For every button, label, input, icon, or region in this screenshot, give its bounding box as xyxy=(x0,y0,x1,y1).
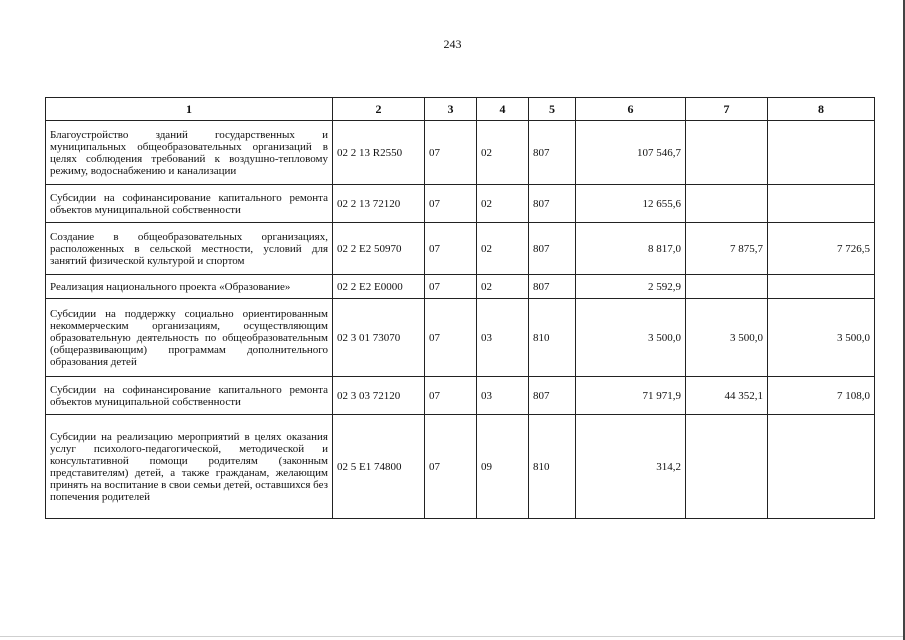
row-section: 07 xyxy=(425,299,477,377)
row-subsection: 02 xyxy=(477,275,529,299)
table-row xyxy=(46,121,875,185)
row-subsection: 02 xyxy=(477,121,529,185)
row-subsection: 03 xyxy=(477,299,529,377)
row-value-col6: 3 500,0 xyxy=(576,299,686,377)
row-name: Реализация национального проекта «Образование» xyxy=(46,275,333,299)
row-value-col6: 107 546,7 xyxy=(576,121,686,185)
row-section: 07 xyxy=(425,275,477,299)
row-expense-type: 807 xyxy=(529,275,576,299)
header-col-8: 8 xyxy=(768,98,875,121)
row-expense-type: 807 xyxy=(529,223,576,275)
row-value-col8 xyxy=(768,415,875,519)
row-value-col8: 7 726,5 xyxy=(768,223,875,275)
row-code: 02 2 13 72120 xyxy=(333,185,425,223)
header-col-2: 2 xyxy=(333,98,425,121)
row-expense-type: 807 xyxy=(529,377,576,415)
row-value-col6: 2 592,9 xyxy=(576,275,686,299)
row-code: 02 5 E1 74800 xyxy=(333,415,425,519)
row-section: 07 xyxy=(425,415,477,519)
row-value-col7: 44 352,1 xyxy=(686,377,768,415)
row-value-col7 xyxy=(686,185,768,223)
row-value-col6: 314,2 xyxy=(576,415,686,519)
row-subsection: 09 xyxy=(477,415,529,519)
header-col-4: 4 xyxy=(477,98,529,121)
row-expense-type: 810 xyxy=(529,299,576,377)
row-value-col6: 8 817,0 xyxy=(576,223,686,275)
table-header xyxy=(46,98,875,121)
table-body xyxy=(46,121,875,519)
row-value-col7: 7 875,7 xyxy=(686,223,768,275)
page-number: 243 xyxy=(443,37,462,51)
row-subsection: 03 xyxy=(477,377,529,415)
header-col-5: 5 xyxy=(529,98,576,121)
row-section: 07 xyxy=(425,377,477,415)
row-expense-type: 807 xyxy=(529,121,576,185)
row-name: Субсидии на поддержку социально ориентированным некоммерческим организациям, осуществляющим образовательную деятельность по общеобразовательным (общеразвивающим) программам дополнительного образования детей xyxy=(46,299,333,377)
row-name: Субсидии на реализацию мероприятий в целях оказания услуг психолого-педагогической, методической и консультативной помощи родителям (законным представителям) детей, а также гражданам, желающим принять на воспитание в свои семьи детей, оставшихся без попечения родителей xyxy=(46,415,333,519)
row-value-col7 xyxy=(686,415,768,519)
table-row xyxy=(46,185,875,223)
row-code: 02 2 E2 E0000 xyxy=(333,275,425,299)
header-col-7: 7 xyxy=(686,98,768,121)
row-expense-type: 810 xyxy=(529,415,576,519)
table-row xyxy=(46,275,875,299)
row-name: Благоустройство зданий государственных и муниципальных общеобразовательных организаций в целях соблюдения требований к воздушно-тепловому режиму, водоснабжению и канализации xyxy=(46,121,333,185)
header-row xyxy=(46,98,875,121)
row-value-col8 xyxy=(768,121,875,185)
table-row xyxy=(46,415,875,519)
row-value-col8 xyxy=(768,185,875,223)
row-section: 07 xyxy=(425,223,477,275)
row-value-col8: 7 108,0 xyxy=(768,377,875,415)
table-row xyxy=(46,377,875,415)
table-row xyxy=(46,223,875,275)
row-code: 02 3 01 73070 xyxy=(333,299,425,377)
header-col-1: 1 xyxy=(46,98,333,121)
row-name: Субсидии на софинансирование капитального ремонта объектов муниципальной собственности xyxy=(46,377,333,415)
row-value-col7 xyxy=(686,275,768,299)
row-section: 07 xyxy=(425,121,477,185)
table-row xyxy=(46,299,875,377)
row-value-col8 xyxy=(768,275,875,299)
row-value-col6: 12 655,6 xyxy=(576,185,686,223)
budget-table xyxy=(45,97,875,519)
row-section: 07 xyxy=(425,185,477,223)
row-code: 02 2 E2 50970 xyxy=(333,223,425,275)
row-subsection: 02 xyxy=(477,223,529,275)
row-value-col7: 3 500,0 xyxy=(686,299,768,377)
header-col-3: 3 xyxy=(425,98,477,121)
row-value-col6: 71 971,9 xyxy=(576,377,686,415)
row-name: Субсидии на софинансирование капитального ремонта объектов муниципальной собственности xyxy=(46,185,333,223)
row-value-col7 xyxy=(686,121,768,185)
row-code: 02 2 13 R2550 xyxy=(333,121,425,185)
row-expense-type: 807 xyxy=(529,185,576,223)
row-code: 02 3 03 72120 xyxy=(333,377,425,415)
scan-bottom-edge xyxy=(0,636,905,639)
row-value-col8: 3 500,0 xyxy=(768,299,875,377)
row-name: Создание в общеобразовательных организациях, расположенных в сельской местности, условий для занятий физической культурой и спортом xyxy=(46,223,333,275)
header-col-6: 6 xyxy=(576,98,686,121)
row-subsection: 02 xyxy=(477,185,529,223)
